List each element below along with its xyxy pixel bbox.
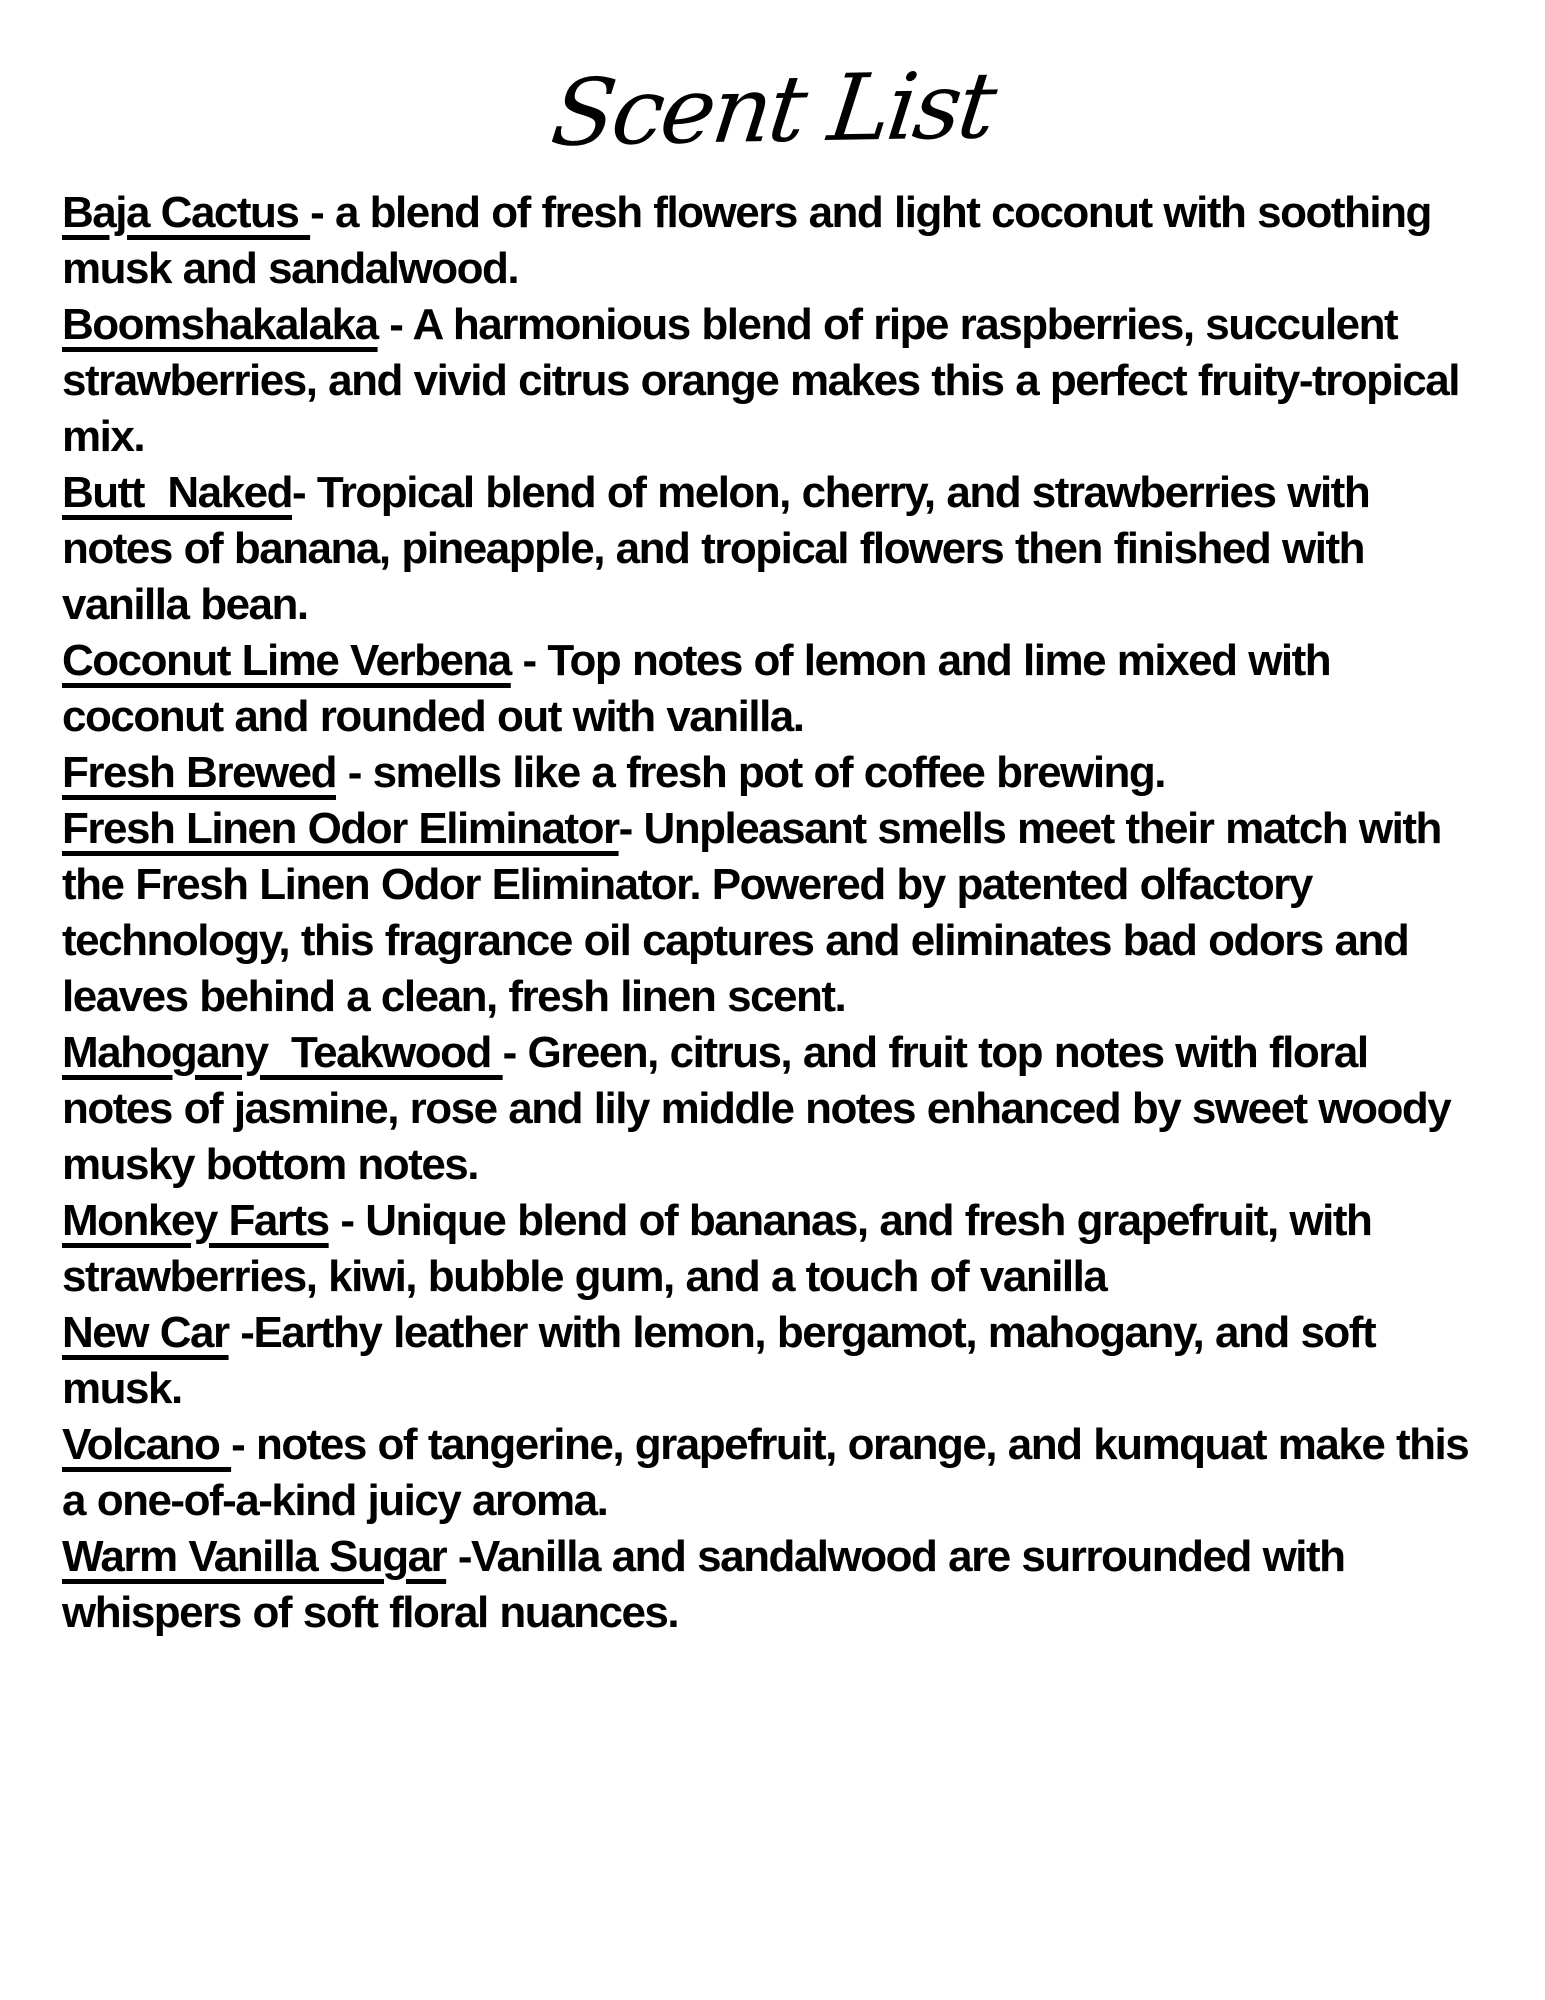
scent-name: Monkey Farts (62, 1195, 329, 1245)
scent-entry (62, 1193, 1485, 1305)
scent-name: Butt Naked (62, 467, 292, 517)
scent-entry (62, 801, 1485, 1025)
page-title (0, 0, 1545, 167)
scent-name: Fresh Brewed (62, 747, 336, 797)
scent-name: New Car (62, 1307, 229, 1357)
scent-description: - Unpleasant smells meet their match with the Fresh Linen Odor Eliminator. Powered by patented olfactory technology, this fragrance oil captures and eliminates bad odors and leaves behind a clean, fresh linen scent. (62, 803, 1453, 1021)
scent-description: - A harmonious blend of ripe raspberries, succulent strawberries, and vivid citrus orange makes this a perfect fruity-tropical mix. (62, 299, 1471, 461)
scent-name: Baja Cactus (62, 187, 311, 237)
scent-description: - Green, citrus, and fruit top notes with floral notes of jasmine, rose and lily middle notes enhanced by sweet woody musky bottom notes. (62, 1027, 1462, 1189)
scent-description: - Tropical blend of melon, cherry, and strawberries with notes of banana, pineapple, and tropical flowers then finished with vanilla bean. (62, 467, 1381, 629)
scent-description: - smells like a fresh pot of coffee brewing. (335, 747, 1166, 797)
scent-entry (62, 1417, 1485, 1529)
scent-name: Fresh Linen Odor Eliminator (62, 803, 619, 853)
scent-entry (62, 1529, 1485, 1641)
scent-name: Boomshakalaka (62, 299, 378, 349)
scent-entry (62, 465, 1485, 633)
scent-entry (62, 185, 1485, 297)
scent-description: - Unique blend of bananas, and fresh grapefruit, with strawberries, kiwi, bubble gum, and a touch of vanilla (62, 1195, 1384, 1301)
scent-name: Volcano (62, 1419, 232, 1469)
scent-description: -Earthy leather with lemon, bergamot, mahogany, and soft musk. (62, 1307, 1387, 1413)
scent-description: - Top notes of lemon and lime mixed with coconut and rounded out with vanilla. (62, 635, 1342, 741)
scent-list (62, 185, 1485, 1641)
scent-description: -Vanilla and sandalwood are surrounded with whispers of soft floral nuances. (62, 1531, 1357, 1637)
scent-entry (62, 745, 1485, 801)
page-title-text: Scent List (545, 52, 1000, 167)
scent-entry (62, 1305, 1485, 1417)
scent-entry (62, 297, 1485, 465)
scent-description: - a blend of fresh flowers and light coconut with soothing musk and sandalwood. (62, 187, 1443, 293)
scent-name: Coconut Lime Verbena (62, 635, 511, 685)
scent-entry (62, 633, 1485, 745)
scent-name: Mahogany Teakwood (62, 1027, 503, 1077)
scent-description: - notes of tangerine, grapefruit, orange, and kumquat make this a one-of-a-kind juicy aroma. (62, 1419, 1480, 1525)
scent-entry (62, 1025, 1485, 1193)
scent-name: Warm Vanilla Sugar (62, 1531, 447, 1581)
